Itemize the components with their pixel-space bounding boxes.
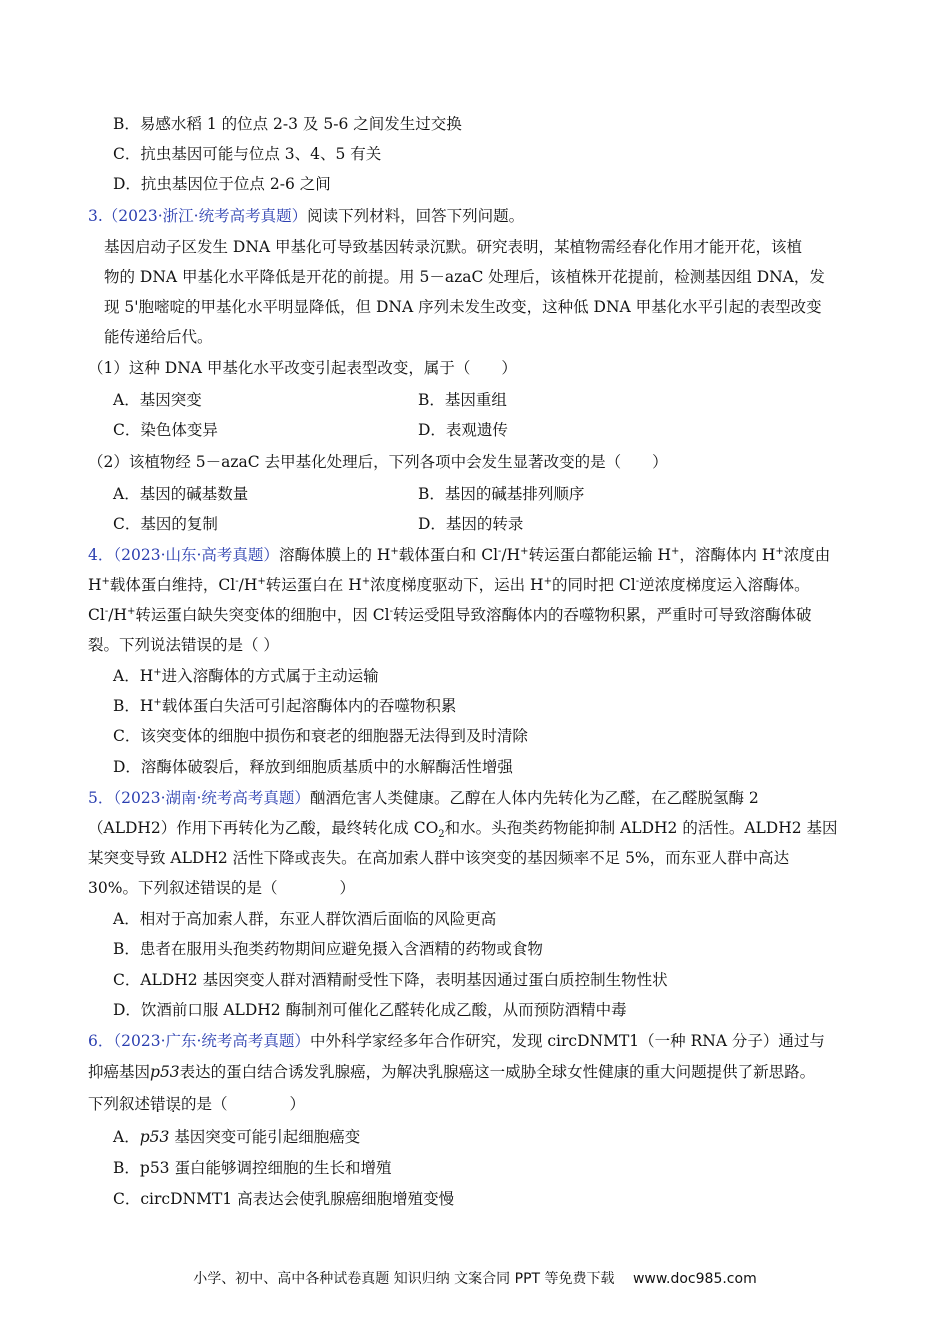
q5-line-1 <box>88 787 759 809</box>
q6-option-a-text: 基因突变可能引起细胞癌变 <box>169 1128 361 1146</box>
q4-option-a-text: A．H <box>113 667 154 685</box>
q4-text: 浓度由 <box>783 546 831 564</box>
q6-option-a-text: A． <box>113 1128 140 1146</box>
q3-material-line-2: 物的 DNA 甲基化水平降低是开花的前提。用 5－azaC 处理后，该植株开花提前，检测基因组 DNA，发 <box>104 268 825 286</box>
q3-source: （2023·浙江·统考高考真题） <box>102 207 308 225</box>
q4-option-d[interactable]: D．溶酶体破裂后，释放到细胞质基质中的水解酶活性增强 <box>113 758 513 776</box>
emphasis-dot-char: 错 <box>150 1095 166 1113</box>
superscript: + <box>390 545 399 557</box>
q4-text: 的同时把 Cl <box>551 576 636 594</box>
superscript: + <box>101 575 110 587</box>
q4-text: 溶酶体膜上的 H <box>278 546 391 564</box>
q6-text: 中外科学家经多年合作研究，发现 circDNMT1（一种 RNA 分子）通过与 <box>309 1032 825 1050</box>
q3-number: 3. <box>88 207 103 225</box>
q4-number: 4． <box>88 546 114 564</box>
q4-line-2 <box>88 574 810 596</box>
q3-sub1-option-d[interactable]: D．表观遗传 <box>418 421 508 439</box>
q4-option-a-text: 进入溶酶体的方式属于主动运输 <box>161 667 379 685</box>
q3-sub2-option-b[interactable]: B．基因的碱基排列顺序 <box>418 485 585 503</box>
q4-text: 逆浓度梯度运入溶酶体。 <box>639 576 810 594</box>
q5-option-d[interactable]: D．饮酒前口服 ALDH2 酶制剂可催化乙醛转化成乙酸，从而预防酒精中毒 <box>113 1001 627 1019</box>
q4-text: 转运蛋白缺失突变体的细胞中，因 Cl <box>135 606 390 624</box>
q3-material-line-3: 现 5'胞嘧啶的甲基化水平明显降低，但 DNA 序列未发生改变，这种低 DNA 甲基化水平引起的表型改变 <box>104 298 822 316</box>
q6-gene-italic: p53 <box>150 1063 180 1081</box>
q4-text: ，溶酶体内 H <box>679 546 776 564</box>
superscript: + <box>520 545 529 557</box>
q3-material-line-4: 能传递给后代。 <box>104 328 213 346</box>
q6-gene-italic: p53 <box>139 1128 170 1146</box>
q4-option-c[interactable]: C．该突变体的细胞中损伤和衰老的细胞器无法得到及时清除 <box>113 727 528 745</box>
q5-text: 酗酒危害人类健康。乙醇在人体内先转化为乙醛，在乙醛脱氢酶 2 <box>309 789 759 807</box>
q3-sub2-stem: （2）该植物经 5－azaC 去甲基化处理后，下列各项中会发生显著改变的是（ ） <box>88 453 668 471</box>
q5-line-2 <box>88 817 838 839</box>
q6-line-3 <box>88 1093 305 1115</box>
q6-line-2 <box>88 1061 815 1083</box>
superscript: + <box>153 696 162 708</box>
q4-option-b[interactable] <box>113 695 456 717</box>
q3-header <box>88 205 524 227</box>
superscript: - <box>104 605 109 617</box>
q4-text: /H <box>501 546 521 564</box>
q4-line-4: 裂。下列说法错误的是（ ） <box>88 636 279 654</box>
q3-sub1-option-c[interactable]: C．染色体变异 <box>113 421 218 439</box>
superscript: + <box>671 545 680 557</box>
q4-text: Cl <box>88 606 105 624</box>
superscript: - <box>635 575 640 587</box>
q5-text: （ALDH2）作用下再转化为乙酸，最终转化成 CO <box>88 819 439 837</box>
superscript: + <box>775 545 784 557</box>
superscript: + <box>361 575 371 587</box>
q4-option-a[interactable] <box>113 665 379 687</box>
q6-text: 抑癌基因 <box>88 1063 151 1081</box>
q4-option-b-text: 载体蛋白失活可引起溶酶体内的吞噬物积累 <box>161 697 457 715</box>
q6-line-1 <box>88 1030 825 1052</box>
q3-sub1-option-a[interactable]: A．基因突变 <box>113 391 202 409</box>
superscript: - <box>498 545 502 557</box>
superscript: + <box>543 575 552 587</box>
superscript: + <box>257 575 266 587</box>
q5-option-b[interactable]: B．患者在服用头孢类药物期间应避免摄入含酒精的药物或食物 <box>113 940 543 958</box>
subscript: 2 <box>438 829 445 841</box>
q5-source: （2023·湖南·统考高考真题） <box>113 789 310 807</box>
superscript: - <box>389 605 393 617</box>
q2-option-b: B．易感水稻 1 的位点 2-3 及 5-6 之间发生过交换 <box>113 115 462 133</box>
emphasis-dot-char: 误 <box>165 1095 182 1113</box>
q5-text: 和水。头孢类药物能抑制 ALDH2 的活性。ALDH2 基因 <box>444 819 838 837</box>
q3-sub2-option-d[interactable]: D．基因的转录 <box>418 515 524 533</box>
q3-material-line-1: 基因启动子区发生 DNA 甲基化可导致基因转录沉默。研究表明，某植物需经春化作用才能开花，该植 <box>104 238 803 256</box>
q4-text: 转运受阻导致溶酶体内的吞噬物积累，严重时可导致溶酶体破 <box>393 606 812 624</box>
q6-option-c[interactable]: C．circDNMT1 高表达会使乳腺癌细胞增殖变慢 <box>113 1190 455 1208</box>
q4-text: H <box>88 576 102 594</box>
q4-line-3 <box>88 604 812 626</box>
q4-text: 载体蛋白和 Cl <box>398 546 499 564</box>
superscript: + <box>126 605 136 617</box>
q3-sub2-option-c[interactable]: C．基因的复制 <box>113 515 218 533</box>
q6-source: （2023·广东·统考高考真题） <box>113 1032 310 1050</box>
q5-number: 5． <box>88 789 114 807</box>
q6-text: 下列叙述 <box>88 1095 151 1113</box>
q5-line-3: 某突变导致 ALDH2 活性下降或丧失。在高加索人群中该突变的基因频率不足 5%，而东亚人群中高达 <box>88 849 790 867</box>
q4-text: 转运蛋白都能运输 H <box>528 546 672 564</box>
q4-text: 转运蛋白在 H <box>265 576 362 594</box>
q5-option-c[interactable]: C．ALDH2 基因突变人群对酒精耐受性下降，表明基因通过蛋白质控制生物性状 <box>113 971 668 989</box>
page-footer: 小学、初中、高中各种试卷真题 知识归纳 文案合同 PPT 等免费下载 www.doc985.com <box>193 1271 757 1287</box>
q4-source: （2023·山东·高考真题） <box>113 546 279 564</box>
q6-option-a[interactable] <box>113 1126 360 1148</box>
q5-option-a[interactable]: A．相对于高加索人群，东亚人群饮酒后面临的风险更高 <box>113 910 497 928</box>
q6-option-b[interactable]: B．p53 蛋白能够调控细胞的生长和增殖 <box>113 1159 392 1177</box>
q4-text: /H <box>108 606 127 624</box>
q6-text: 表达的蛋白结合诱发乳腺癌，为解决乳腺癌这一威胁全球女性健康的重大问题提供了新思路。 <box>179 1063 816 1081</box>
q4-text: /H <box>238 576 258 594</box>
superscript: - <box>235 575 239 587</box>
q3-sub2-option-a[interactable]: A．基因的碱基数量 <box>113 485 249 503</box>
q3-sub1-stem: （1）这种 DNA 甲基化水平改变引起表型改变，属于（ ） <box>88 359 517 377</box>
q4-option-b-text: B．H <box>113 697 154 715</box>
q4-text: 载体蛋白维持，Cl <box>109 576 236 594</box>
q2-option-d: D．抗虫基因位于位点 2-6 之间 <box>113 175 331 193</box>
q4-text: 浓度梯度驱动下，运出 H <box>370 576 544 594</box>
q6-text: 的是（ ） <box>181 1095 306 1113</box>
q3-stem: 阅读下列材料，回答下列问题。 <box>307 207 525 225</box>
q3-sub1-option-b[interactable]: B．基因重组 <box>418 391 507 409</box>
q6-number: 6． <box>88 1032 114 1050</box>
superscript: + <box>153 666 162 678</box>
q4-line-1 <box>88 544 830 566</box>
q5-line-4: 30%。下列叙述错误的是（ ） <box>88 879 355 897</box>
q2-option-c: C．抗虫基因可能与位点 3、4、5 有关 <box>113 145 382 163</box>
